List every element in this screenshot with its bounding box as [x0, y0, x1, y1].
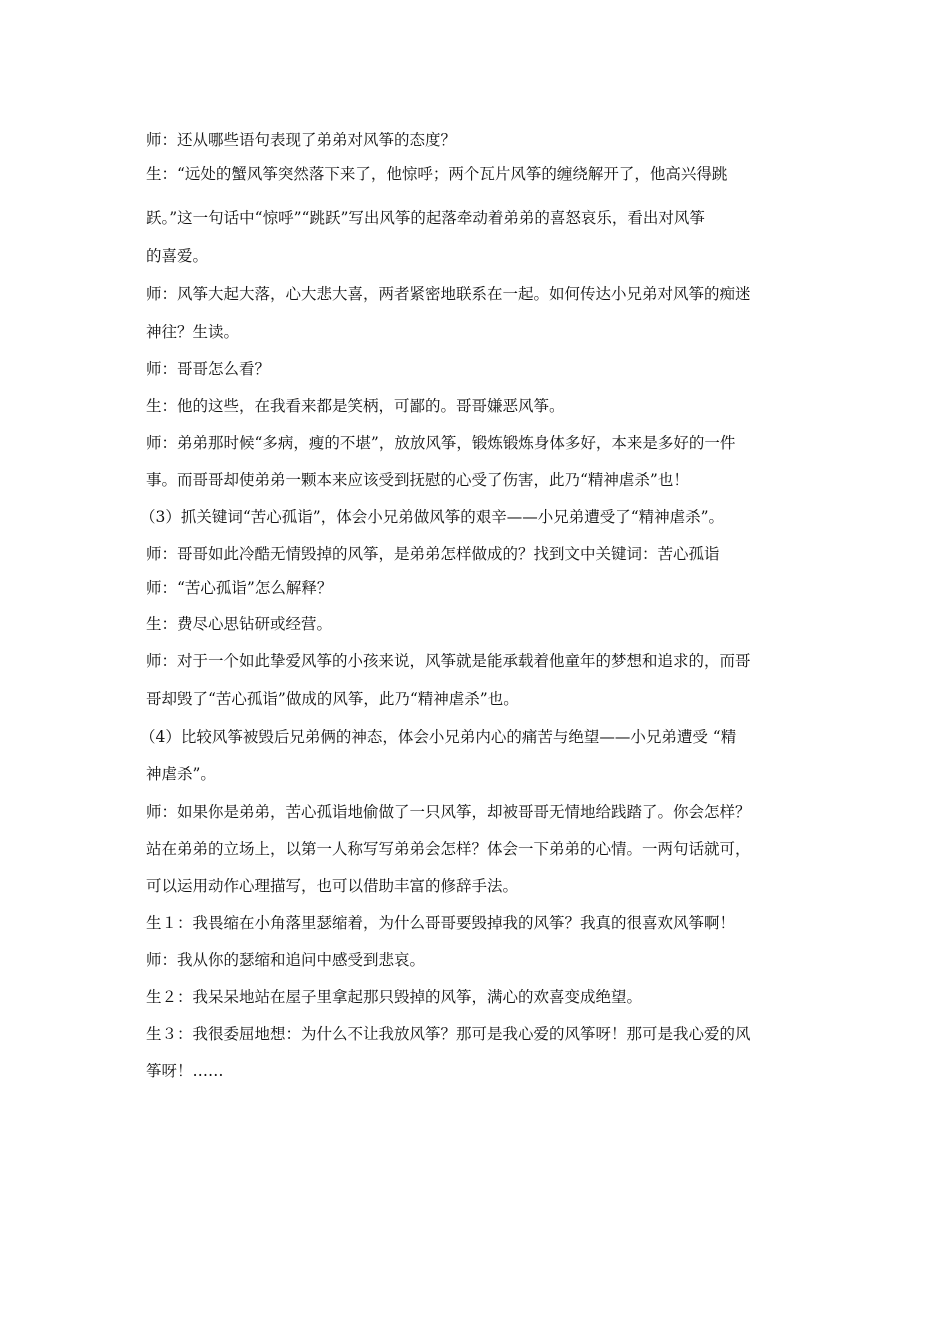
- text-line: 站在弟弟的立场上，以第一人称写写弟弟会怎样？体会一下弟弟的心情。一两句话就可，: [146, 840, 751, 858]
- text-line: 师：弟弟那时候“多病，瘦的不堪”，放放风筝，锻炼锻炼身体多好，本来是多好的一件: [146, 434, 736, 452]
- text-line: 生：费尽心思钻研或经营。: [146, 615, 333, 633]
- text-line: 生２：我呆呆地站在屋子里拿起那只毁掉的风筝，满心的欢喜变成绝望。: [146, 988, 643, 1006]
- text-line: 的喜爱。: [146, 247, 209, 265]
- text-line: 生：他的这些，在我看来都是笑柄，可鄙的。哥哥嫌恶风筝。: [146, 397, 565, 415]
- text-line: 生３：我很委屈地想：为什么不让我放风筝？那可是我心爱的风筝呀！那可是我心爱的风: [146, 1025, 751, 1043]
- text-line: 事。而哥哥却使弟弟一颗本来应该受到抚慰的心受了伤害，此乃“精神虐杀”也！: [146, 471, 689, 489]
- text-line: 跃。”这一句话中“惊呼”“跳跃”写出风筝的起落牵动着弟弟的喜怒哀乐，看出对风筝: [146, 209, 705, 227]
- text-line: 师：哥哥怎么看？: [146, 360, 271, 378]
- text-line: 师：还从哪些语句表现了弟弟对风筝的态度？: [146, 131, 457, 149]
- text-line: 师：对于一个如此挚爱风筝的小孩来说，风筝就是能承载着他童年的梦想和追求的，而哥: [146, 652, 751, 670]
- text-line: 师：我从你的瑟缩和追问中感受到悲哀。: [146, 951, 426, 969]
- text-line: 可以运用动作心理描写，也可以借助丰富的修辞手法。: [146, 877, 519, 895]
- text-line: 师：“苦心孤诣”怎么解释？: [146, 579, 333, 597]
- text-line: 师：风筝大起大落，心大悲大喜，两者紧密地联系在一起。如何传达小兄弟对风筝的痴迷: [146, 285, 751, 303]
- section-heading: （4）比较风筝被毁后兄弟俩的神态，体会小兄弟内心的痛苦与绝望——小兄弟遭受 “精: [140, 728, 737, 746]
- text-line: 哥却毁了“苦心孤诣”做成的风筝，此乃“精神虐杀”也。: [146, 690, 519, 708]
- text-line: 神往？生读。: [146, 323, 240, 341]
- text-line: 神虐杀”。: [146, 765, 216, 783]
- text-line: 师：如果你是弟弟，苦心孤诣地偷做了一只风筝，却被哥哥无情地给践踏了。你会怎样？: [146, 803, 751, 821]
- text-line: 生１：我畏缩在小角落里瑟缩着，为什么哥哥要毁掉我的风筝？我真的很喜欢风筝啊！: [146, 914, 736, 932]
- text-line: 师：哥哥如此冷酷无情毁掉的风筝，是弟弟怎样做成的？找到文中关键词：苦心孤诣: [146, 545, 720, 563]
- text-line: 筝呀！……: [146, 1062, 224, 1080]
- section-heading: （3）抓关键词“苦心孤诣”，体会小兄弟做风筝的艰辛——小兄弟遭受了“精神虐杀”。: [140, 508, 725, 526]
- text-line: 生：“远处的蟹风筝突然落下来了，他惊呼；两个瓦片风筝的缠绕解开了，他高兴得跳: [146, 165, 728, 183]
